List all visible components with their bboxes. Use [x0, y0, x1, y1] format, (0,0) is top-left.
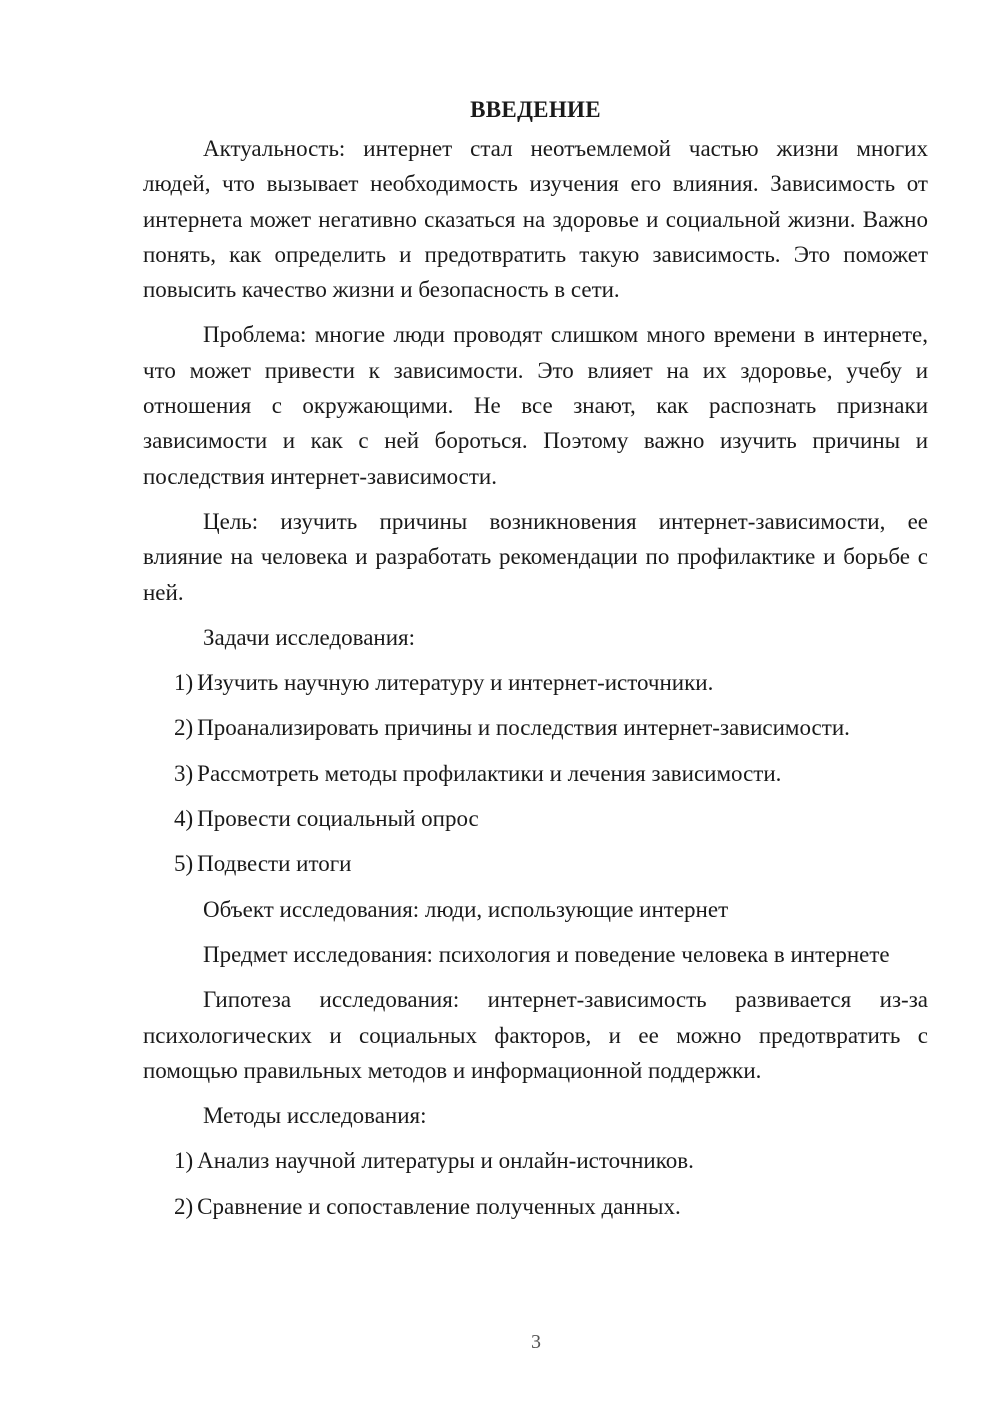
page-number: 3 [531, 1331, 541, 1353]
object-paragraph: Объект исследования: люди, использующие интернет [203, 896, 729, 922]
relevance-paragraph: Актуальность: интернет стал неотъемлемой частью жизни многих людей, что вызывает необходимость изучения его влияния. Зависимость от интернета может негативно сказаться на здоровье и социальной жизни. Важно понять, как определить и предотвратить такую зависимость. Это поможет повысить качество жизни и безопасность в сети. [143, 136, 928, 303]
tasks-heading: Задачи исследования: [203, 624, 416, 650]
method-item-1: 1) Анализ научной литературы и онлайн-источников. [174, 1148, 694, 1174]
task-item-5: 5) Подвести итоги [174, 851, 352, 877]
task-item-2: 2) Проанализировать причины и последствия интернет-зависимости. [174, 715, 850, 741]
goal-paragraph: Цель: изучить причины возникновения интернет-зависимости, ее влияние на человека и разработать рекомендации по профилактике и борьбе с ней. [143, 508, 928, 605]
task-item-4: 4) Провести социальный опрос [174, 806, 479, 832]
hypothesis-paragraph: Гипотеза исследования: интернет-зависимость развивается из-за психологических и социальных факторов, и ее можно предотвратить с помощью правильных методов и информационной поддержки. [143, 987, 928, 1083]
methods-heading: Методы исследования: [203, 1103, 427, 1129]
document-page [143, 92, 928, 1234]
task-item-3: 3) Рассмотреть методы профилактики и лечения зависимости. [174, 760, 782, 786]
subject-paragraph: Предмет исследования: психология и поведение человека в интернете [203, 941, 890, 967]
page-title: ВВЕДЕНИЕ [470, 97, 601, 122]
method-item-2: 2) Сравнение и сопоставление полученных данных. [174, 1193, 681, 1219]
problem-paragraph: Проблема: многие люди проводят слишком много времени в интернете, что может привести к зависимости. Это влияет на их здоровье, учебу и отношения с окружающими. Не все знают, как распознать признаки зависимости и как с ней бороться. Поэтому важно изучить причины и последствия интернет-зависимости. [143, 322, 928, 489]
task-item-1: 1) Изучить научную литературу и интернет-источники. [174, 670, 714, 696]
